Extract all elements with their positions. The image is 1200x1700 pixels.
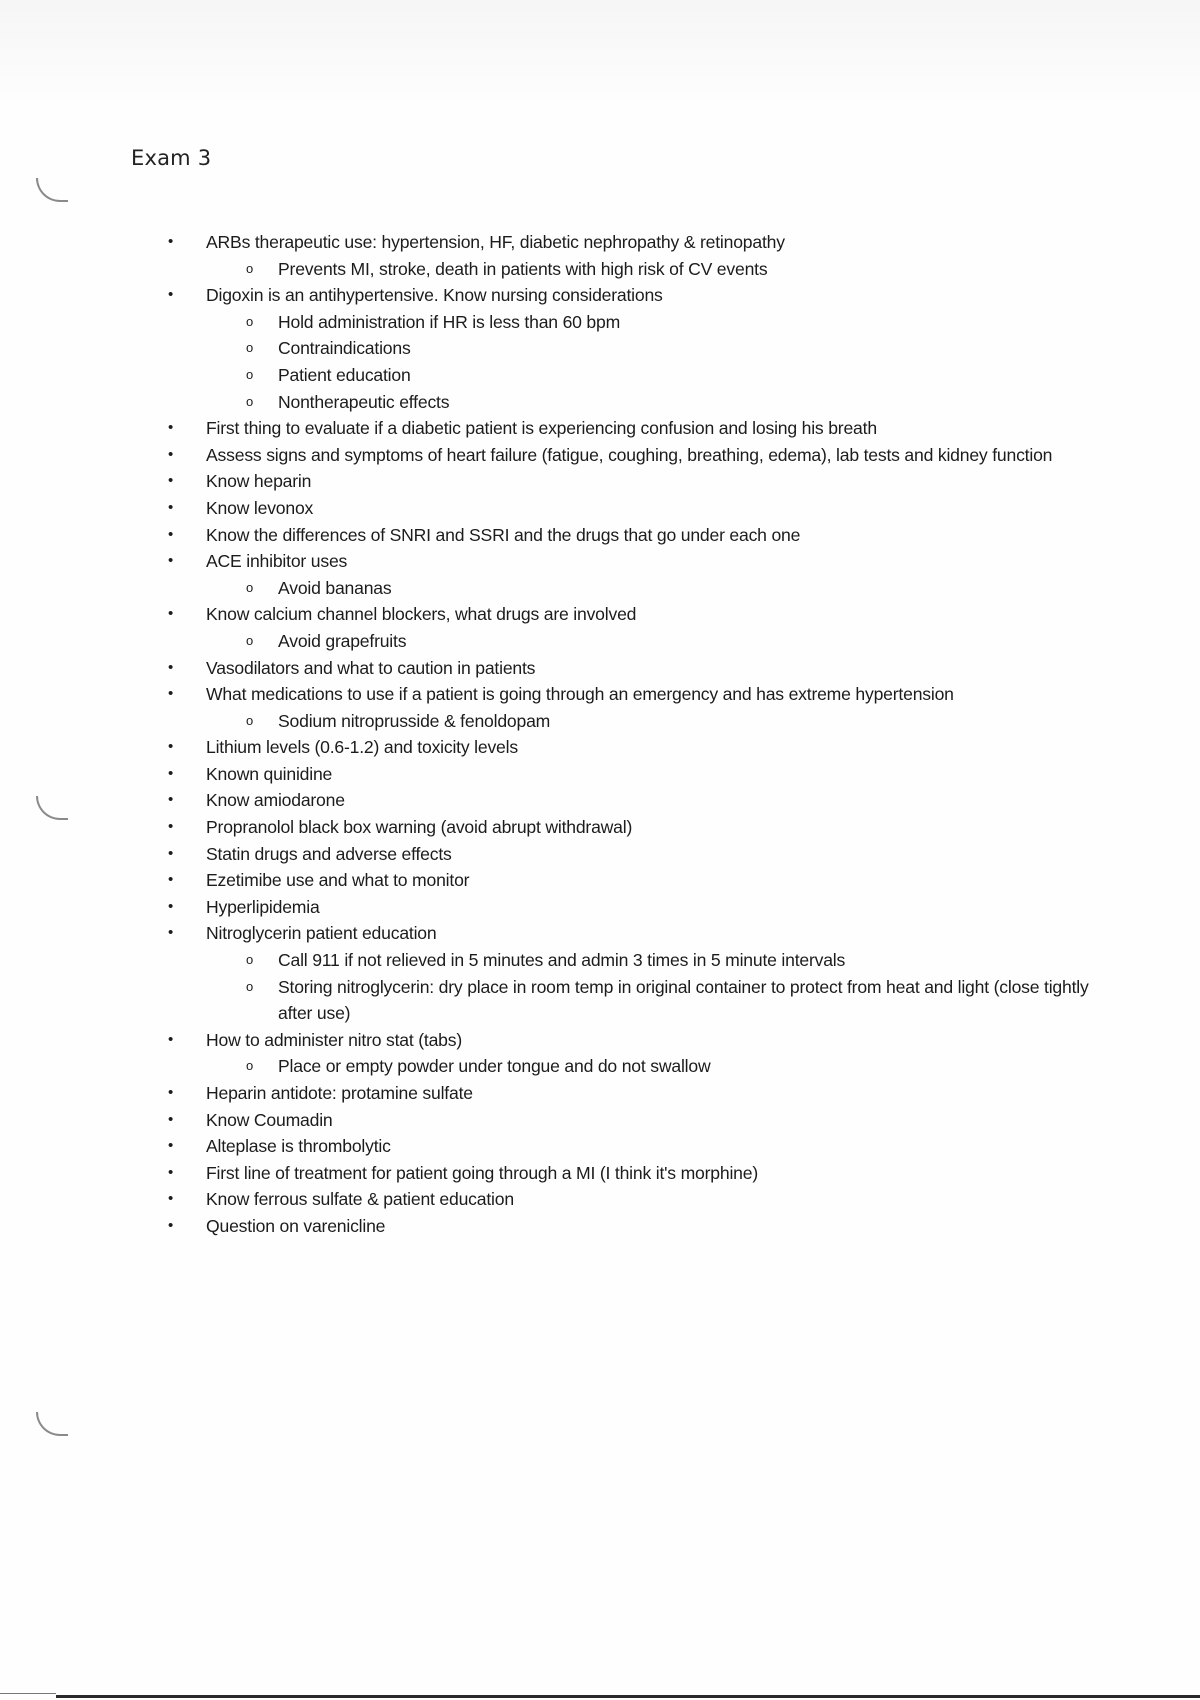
list-item (160, 1213, 1100, 1240)
list-item (160, 548, 1100, 601)
sub-list (206, 575, 1100, 602)
list-item (160, 787, 1100, 814)
list-item (160, 814, 1100, 841)
sub-list (206, 256, 1100, 283)
circle-bullet-icon: o (246, 393, 254, 409)
sub-list-item (206, 362, 1100, 389)
bullet-icon: • (168, 1137, 174, 1155)
sub-list (206, 309, 1100, 415)
list-item-text: Hyperlipidemia (206, 896, 320, 917)
list-item (160, 415, 1100, 442)
hole-punch-mark (36, 178, 68, 202)
bullet-icon: • (168, 897, 174, 915)
bullet-icon: • (168, 791, 174, 809)
sub-list-item (206, 309, 1100, 336)
list-item (160, 655, 1100, 682)
page-title: Exam 3 (131, 146, 212, 170)
list-item (160, 867, 1100, 894)
bullet-icon: • (168, 924, 174, 942)
bullet-icon: • (168, 1216, 174, 1234)
bullet-icon: • (168, 1110, 174, 1128)
list-item-text: Lithium levels (0.6-1.2) and toxicity levels (206, 737, 518, 758)
list-item (160, 1186, 1100, 1213)
sub-list-item-text: Avoid grapefruits (278, 630, 407, 651)
sub-list-item (206, 628, 1100, 655)
bullet-icon: • (168, 1030, 174, 1048)
circle-bullet-icon: o (246, 260, 254, 276)
circle-bullet-icon: o (246, 366, 254, 382)
sub-list-item (206, 1053, 1100, 1080)
sub-list (206, 947, 1100, 1027)
bullet-icon: • (168, 658, 174, 676)
bullet-icon: • (168, 1163, 174, 1181)
list-item (160, 1027, 1100, 1080)
bullet-icon: • (168, 286, 174, 304)
list-item-text: Digoxin is an antihypertensive. Know nursing considerations (206, 285, 663, 306)
circle-bullet-icon: o (246, 952, 254, 968)
bullet-icon: • (168, 685, 174, 703)
sub-list-item-text: Hold administration if HR is less than 60 bpm (278, 311, 621, 332)
list-item (160, 681, 1100, 734)
list-item (160, 1107, 1100, 1134)
list-item (160, 442, 1100, 469)
sub-list-item (206, 389, 1100, 416)
circle-bullet-icon: o (246, 579, 254, 595)
sub-list-item-text: Patient education (278, 364, 411, 385)
circle-bullet-icon: o (246, 632, 254, 648)
circle-bullet-icon: o (246, 313, 254, 329)
list-item-text: Know Coumadin (206, 1109, 333, 1130)
circle-bullet-icon: o (246, 978, 254, 994)
circle-bullet-icon: o (246, 1058, 254, 1074)
list-item (160, 761, 1100, 788)
bullet-icon: • (168, 1084, 174, 1101)
list-item-text: First thing to evaluate if a diabetic patient is experiencing confusion and losing his breath (206, 418, 877, 439)
list-item-text: Know the differences of SNRI and SSRI and the drugs that go under each one (206, 524, 801, 545)
circle-bullet-icon: o (246, 712, 254, 728)
sub-list (206, 1053, 1100, 1080)
sub-list (206, 708, 1100, 735)
bullet-icon: • (168, 844, 174, 862)
list-item (160, 468, 1100, 495)
sub-list-item-text: Avoid bananas (278, 577, 392, 598)
bullet-icon: • (168, 605, 174, 623)
list-item (160, 894, 1100, 921)
list-item (160, 734, 1100, 761)
notes-list (160, 229, 1100, 1240)
scan-bottom-edge (56, 1695, 1200, 1698)
list-item-text: Heparin antidote: protamine sulfate (206, 1083, 473, 1103)
scan-shadow (0, 0, 1200, 110)
bullet-icon: • (168, 738, 174, 756)
list-item-text: Know amiodarone (206, 790, 345, 811)
bullet-icon: • (168, 445, 174, 463)
bullet-icon: • (168, 498, 174, 516)
list-item-text: Know ferrous sulfate & patient education (206, 1189, 514, 1210)
sub-list-item (206, 256, 1100, 283)
list-item (160, 495, 1100, 522)
sub-list-item-text: Contraindications (278, 338, 411, 359)
list-item (160, 841, 1100, 868)
list-item-text: How to administer nitro stat (tabs) (206, 1029, 463, 1050)
list-item-text: What medications to use if a patient is going through an emergency and has extreme hypertension (206, 684, 954, 705)
list-item (160, 229, 1100, 282)
sub-list-item (206, 708, 1100, 735)
list-item (160, 282, 1100, 415)
list-item-text: ACE inhibitor uses (206, 551, 348, 572)
sub-list-item (206, 575, 1100, 602)
list-item (160, 1080, 1100, 1107)
list-item (160, 1133, 1100, 1160)
bullet-icon: • (168, 818, 174, 836)
sub-list-item-text: Prevents MI, stroke, death in patients with high risk of CV events (278, 258, 768, 279)
sub-list-item-text: Nontherapeutic effects (278, 391, 450, 412)
sub-list-item-text: Storing nitroglycerin: dry place in room temp in original container to protect from heat and light (close tightly after use) (278, 976, 1089, 1024)
bullet-icon: • (168, 525, 174, 543)
list-item-text: Propranolol black box warning (avoid abrupt withdrawal) (206, 817, 633, 838)
hole-punch-mark (36, 1412, 68, 1436)
sub-list-item (206, 947, 1100, 974)
list-item-text: Know calcium channel blockers, what drugs are involved (206, 604, 637, 625)
list-item-text: Know heparin (206, 471, 312, 492)
list-item-text: Assess signs and symptoms of heart failure (fatigue, coughing, breathing, edema), lab tests and kidney function (206, 444, 1053, 465)
sub-list-item (206, 974, 1100, 1027)
sub-list-item-text: Place or empty powder under tongue and do not swallow (278, 1056, 711, 1077)
list-item-text: Statin drugs and adverse effects (206, 843, 452, 864)
list-item-text: Vasodilators and what to caution in patients (206, 657, 536, 678)
bullet-icon: • (168, 764, 174, 782)
list-item (160, 1160, 1100, 1187)
list-item (160, 920, 1100, 1026)
bullet-icon: • (168, 472, 174, 490)
list-item-text: Known quinidine (206, 763, 333, 784)
bullet-icon: • (168, 233, 174, 250)
sub-list-item-text: Sodium nitroprusside & fenoldopam (278, 710, 551, 731)
list-item-text: ARBs therapeutic use: hypertension, HF, diabetic nephropathy & retinopathy (206, 232, 785, 252)
bullet-icon: • (168, 1190, 174, 1208)
bullet-icon: • (168, 552, 174, 570)
list-item-text: Alteplase is thrombolytic (206, 1136, 391, 1157)
bullet-icon: • (168, 871, 174, 889)
list-item-text: Question on varenicline (206, 1215, 386, 1236)
list-item-text: Ezetimibe use and what to monitor (206, 870, 470, 891)
sub-list-item-text: Call 911 if not relieved in 5 minutes and admin 3 times in 5 minute intervals (278, 950, 846, 971)
circle-bullet-icon: o (246, 340, 254, 356)
bullet-icon: • (168, 419, 174, 437)
sub-list-item (206, 335, 1100, 362)
list-item-text: First line of treatment for patient going through a MI (I think it's morphine) (206, 1162, 758, 1183)
list-item-text: Know levonox (206, 497, 314, 518)
list-item-text: Nitroglycerin patient education (206, 923, 437, 944)
list-item (160, 522, 1100, 549)
hole-punch-mark (36, 796, 68, 820)
sub-list (206, 628, 1100, 655)
list-item (160, 601, 1100, 654)
scan-edge-line (0, 1693, 56, 1694)
